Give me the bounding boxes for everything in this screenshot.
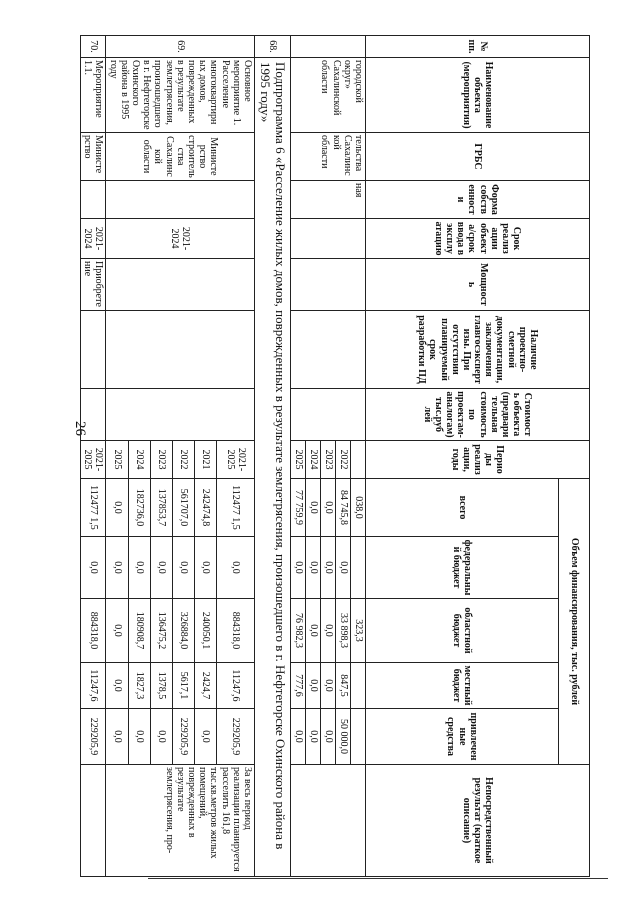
cell-period: 2021 bbox=[195, 441, 217, 479]
header-name: Наименование объекта (мероприятия) bbox=[366, 58, 590, 133]
cell-period: 2024 bbox=[306, 441, 321, 479]
cell-local: 847,5 bbox=[336, 663, 351, 709]
cell-federal: 0,0 bbox=[291, 537, 306, 599]
cell-federal: 0,0 bbox=[195, 537, 217, 599]
row-70-grbs: Министерство bbox=[81, 133, 106, 181]
cell-federal: 0,0 bbox=[306, 537, 321, 599]
page-number: 26 bbox=[72, 421, 88, 436]
cell-regional: 76 982,3 bbox=[291, 599, 306, 663]
prev-grbs: тельства Сахалинской области bbox=[291, 133, 366, 181]
cell-attracted: 0,0 bbox=[321, 709, 336, 765]
row-69-term: 2021-2024 bbox=[106, 219, 254, 259]
cell-attracted: 50 000,0 bbox=[336, 709, 351, 765]
prev-term bbox=[291, 219, 366, 259]
header-regional: областной бюджет bbox=[366, 599, 559, 663]
header-attracted: привлеченные средства bbox=[366, 709, 559, 765]
header-grbs: ГРБС bbox=[366, 133, 590, 181]
cell-local: 2424,7 bbox=[195, 663, 217, 709]
row-70-name: Мероприятие 1.1. bbox=[81, 58, 106, 133]
cell-total: 84 745,8 bbox=[336, 479, 351, 537]
cell-attracted: 229205,9 bbox=[217, 709, 255, 765]
cell-federal: 0,0 bbox=[150, 537, 172, 599]
row-70-power: Приобретение bbox=[81, 259, 106, 311]
cell-local: 0,0 bbox=[106, 663, 128, 709]
bottom-rule bbox=[148, 878, 608, 879]
subprogram-title: Подпрограмма 6 «Расселение жилых домов, поврежденных в результате землетрясения, произошедшего в г. Нефтегорске Охинского района в 1995 году» bbox=[254, 58, 290, 877]
row-69-power bbox=[106, 259, 254, 311]
cell-attracted: 0,0 bbox=[306, 709, 321, 765]
subprogram-row bbox=[254, 36, 290, 877]
rotated-table-container bbox=[80, 35, 590, 875]
cell-regional: 0,0 bbox=[106, 599, 128, 663]
cell-local: 0,0 bbox=[321, 663, 336, 709]
cell-attracted: 0,0 bbox=[195, 709, 217, 765]
cell-period: 2021-2025 bbox=[217, 441, 255, 479]
header-result: Непосредственный результат (краткое описание) bbox=[366, 765, 590, 877]
row-69-name: Основное мероприятие 1. Расселение многоквартирных домов, поврежденных в результате землетрясения, произошедшего в г. Нефтегорске Охинского района в 1995 году bbox=[106, 58, 254, 133]
row-69-cost bbox=[106, 389, 254, 441]
cell-regional: 323,3 bbox=[351, 599, 366, 663]
row-70 bbox=[81, 36, 106, 877]
cell-regional: 136475,2 bbox=[150, 599, 172, 663]
prev-row bbox=[351, 36, 366, 877]
row-69-grbs: Министерство строительства Сахалинской области bbox=[106, 133, 254, 181]
cell-total: 0,0 bbox=[106, 479, 128, 537]
cell-total: 038,0 bbox=[351, 479, 366, 537]
cell-federal bbox=[351, 537, 366, 599]
cell-federal: 0,0 bbox=[106, 537, 128, 599]
cell-federal: 0,0 bbox=[217, 537, 255, 599]
cell-attracted: 0,0 bbox=[106, 709, 128, 765]
cell-total: 242474,8 bbox=[195, 479, 217, 537]
cell-period: 2023 bbox=[321, 441, 336, 479]
cell-local bbox=[351, 663, 366, 709]
cell-total: 112477 1,5 bbox=[81, 479, 106, 537]
cell-period: 2025 bbox=[106, 441, 128, 479]
row-70-result bbox=[81, 765, 106, 877]
row-70-ownership bbox=[81, 181, 106, 219]
header-power: Мощность bbox=[366, 259, 590, 311]
cell-regional: 0,0 bbox=[321, 599, 336, 663]
cell-regional: 0,0 bbox=[306, 599, 321, 663]
cell-period bbox=[351, 441, 366, 479]
cell-federal: 0,0 bbox=[336, 537, 351, 599]
cell-regional: 884318,0 bbox=[81, 599, 106, 663]
header-period: Периоды реализации, годы bbox=[366, 441, 590, 479]
row-69-design bbox=[106, 311, 254, 389]
cell-local: 0,0 bbox=[306, 663, 321, 709]
prev-name: городской округ» Сахалинской области bbox=[291, 58, 366, 133]
header-federal: федеральный бюджет bbox=[366, 537, 559, 599]
header-financing: Объем финансирования, тыс. рублей bbox=[559, 479, 590, 765]
cell-period: 2022 bbox=[336, 441, 351, 479]
cell-federal: 0,0 bbox=[81, 537, 106, 599]
cell-local: 11247,6 bbox=[217, 663, 255, 709]
cell-period: 2025 bbox=[291, 441, 306, 479]
header-num: № пп. bbox=[366, 36, 590, 58]
cell-total: 182736,0 bbox=[128, 479, 150, 537]
row-70-term: 2021-2024 bbox=[81, 219, 106, 259]
cell-attracted: 0,0 bbox=[291, 709, 306, 765]
header-cost: Стоимость объекта (предварительная стоимость по проектам-аналогам) тыс.руб лей bbox=[366, 389, 590, 441]
cell-federal: 0,0 bbox=[173, 537, 195, 599]
cell-regional: 33 898,3 bbox=[336, 599, 351, 663]
cell-attracted: 0,0 bbox=[128, 709, 150, 765]
row-69-result: За весь период реализации планируется расселить 161,8 тыс.кв.метров жилых помещений, поврежденных в результате землетрясения, про- bbox=[106, 765, 254, 877]
cell-attracted bbox=[351, 709, 366, 765]
cell-attracted: 229205,9 bbox=[81, 709, 106, 765]
cell-period: 2021-2025 bbox=[81, 441, 106, 479]
cell-total: 0,0 bbox=[321, 479, 336, 537]
header-design: Наличие проектно-сметной документации, заключения главгосэкспертизы. При отсутствии планируемый срок разработки ПД bbox=[366, 311, 590, 389]
prev-power bbox=[291, 259, 366, 311]
cell-total: 561707,0 bbox=[173, 479, 195, 537]
prev-num bbox=[291, 36, 366, 58]
prev-result bbox=[291, 765, 366, 877]
cell-local: 777,6 bbox=[291, 663, 306, 709]
prev-ownership: ная bbox=[291, 181, 366, 219]
cell-regional: 240050,1 bbox=[195, 599, 217, 663]
cell-period: 2022 bbox=[173, 441, 195, 479]
header-total: всего bbox=[366, 479, 559, 537]
row-68-num: 68. bbox=[254, 36, 290, 58]
cell-period: 2024 bbox=[128, 441, 150, 479]
cell-local: 5617,1 bbox=[173, 663, 195, 709]
cell-total: 137853,7 bbox=[150, 479, 172, 537]
cell-local: 1827,3 bbox=[128, 663, 150, 709]
cell-regional: 180908,7 bbox=[128, 599, 150, 663]
cell-local: 1378,5 bbox=[150, 663, 172, 709]
cell-federal: 0,0 bbox=[128, 537, 150, 599]
row-70-design bbox=[81, 311, 106, 389]
prev-design bbox=[291, 311, 366, 389]
cell-period: 2023 bbox=[150, 441, 172, 479]
prev-cost bbox=[291, 389, 366, 441]
header-term: Срок реализации объекта/срок ввода в эксплуатацию bbox=[366, 219, 590, 259]
header-local: местный бюджет bbox=[366, 663, 559, 709]
header-row bbox=[559, 36, 590, 877]
financing-table bbox=[80, 35, 590, 877]
cell-federal: 0,0 bbox=[321, 537, 336, 599]
cell-regional: 884318,0 bbox=[217, 599, 255, 663]
row-69 bbox=[217, 36, 255, 877]
cell-attracted: 0,0 bbox=[150, 709, 172, 765]
cell-attracted: 229205,9 bbox=[173, 709, 195, 765]
cell-total: 112477 1,5 bbox=[217, 479, 255, 537]
cell-total: 0,0 bbox=[306, 479, 321, 537]
cell-total: 77 759,9 bbox=[291, 479, 306, 537]
cell-local: 11247,6 bbox=[81, 663, 106, 709]
row-70-num: 70. bbox=[81, 36, 106, 58]
cell-regional: 326884,0 bbox=[173, 599, 195, 663]
header-ownership: Форма собственности bbox=[366, 181, 590, 219]
row-69-ownership bbox=[106, 181, 254, 219]
row-70-cost bbox=[81, 389, 106, 441]
row-69-num: 69. bbox=[106, 36, 254, 58]
